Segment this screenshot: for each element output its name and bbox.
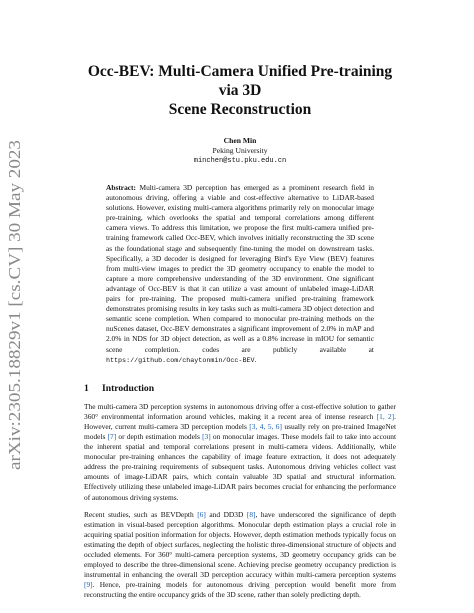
code-url-link[interactable]: https://github.com/chaytonmin/Occ-BEV <box>106 356 255 365</box>
paragraph-text: The multi-camera 3D perception systems in autonomous driving offer a cost-effective solution to gather 360° environmental information around vehicles, making it a recent area of intense research <box>84 401 396 421</box>
title-line-2: Scene Reconstruction <box>168 101 312 118</box>
abstract-body: Multi-camera 3D perception has emerged as a prominent research field in autonomous driving, offering a viable and cost-effective alternative to LiDAR-based solutions. However, existing multi-camera algorithms primarily rely on monocular image pre-training, which overlooks the spatial and temporal correlations among different camera views. To address this limitation, we propose the first multi-camera unified pre-training framework called Occ-BEV, which involves initially reconstructing the 3D scene as the foundational stage and subsequently fine-tuning the model on downstream tasks. Specifically, a 3D decoder is designed for leveraging Bird's Eye View (BEV) features from multi-view images to predict the 3D geometry occupancy to enable the model to capture a more comprehensive understanding of the 3D environment. One significant advantage of Occ-BEV is that it can utilize a vast amount of unlabeled image-LiDAR pairs for pre-training. The proposed multi-camera unified pre-training framework demonstrates promising results in key tasks such as multi-camera 3D object detection and semantic scene completion. When compared to monocular pre-training methods on the nuScenes dataset, Occ-BEV demonstrates a significant improvement of 2.0% in mAP and 2.0% in NDS for 3D object detection, as well as a 0.8% increase in mIOU for semantic scene completion. codes are publicly available at <box>106 183 374 354</box>
paragraph-text: on monocular images. These models fail to take into account the inherent spatial and temporal correlations present in multi-camera videos. Additionally, while monocular pre-training enhances the capability of image feature extraction, it does not adequately address the pre-training requirements of subsequent tasks. Autonomous driving vehicles collect vast amounts of image-LiDAR pairs, which contain valuable 3D spatial and structural information. Effectively utilizing these unlabeled image-LiDAR pairs becomes crucial for enhancing the performance of autonomous driving systems. <box>84 431 396 502</box>
paragraph-text: Recent studies, such as BEVDepth <box>84 509 198 519</box>
section-number: 1 <box>84 382 89 394</box>
paragraph-text: . However, current multi-camera 3D perception models <box>84 411 397 431</box>
citation-link[interactable]: [8] <box>246 509 256 519</box>
author-block <box>84 136 396 166</box>
citation-link[interactable]: [6] <box>197 509 206 519</box>
abstract <box>106 183 374 366</box>
arxiv-identifier-text: arXiv:2305.18829v1 [cs.CV] 30 May 2023 <box>5 176 24 470</box>
citation-link[interactable]: [1, 2] <box>376 411 395 421</box>
title-line-1: Occ-BEV: Multi-Camera Unified Pre-training via 3D <box>87 63 393 99</box>
abstract-heading: Abstract: <box>106 183 136 192</box>
intro-paragraph-1 <box>84 402 396 503</box>
paragraph-text: . Hence, pre-training models for autonomous driving perception would benefit more from reconstructing the entire occupancy grids of the 3D scene, rather than solely predicting depth. <box>84 580 396 600</box>
abstract-url-end: . <box>254 354 257 364</box>
citation-link[interactable]: [3] <box>202 431 211 441</box>
paper-title <box>84 62 396 119</box>
citation-link[interactable]: [3, 4, 5, 6] <box>249 421 282 431</box>
paragraph-text: , have underscored the significance of depth estimation in visual-based perception algorithms. Monocular depth estimation plays a crucial role in acquiring spatial position information for objects. However, depth estimation methods typically focus on estimating the depth of object surfaces, neglecting the holistic three-dimensional structure of objects and occluded elements. For 360° multi-camera perception systems, 3D geometry occupancy grids can be employed to describe the three-dimensional scene. Achieving precise geometry occupancy prediction is instrumental in enhancing the overall 3D perception accuracy within multi-camera perception systems <box>84 509 397 580</box>
paragraph-text: and DD3D <box>205 509 247 519</box>
section-title: Introduction <box>102 382 155 394</box>
intro-paragraph-2 <box>84 510 396 601</box>
author-name: Chen Min <box>223 136 257 145</box>
arxiv-identifier-stamp <box>2 140 26 470</box>
author-email: minchen@stu.pku.edu.cn <box>193 157 287 165</box>
paragraph-text: usually rely on pre-trained ImageNet models <box>84 421 396 441</box>
citation-link[interactable]: [9] <box>84 580 93 590</box>
section-heading <box>84 383 396 395</box>
citation-link[interactable]: [7] <box>107 431 117 441</box>
arxiv-identifier-svg <box>2 140 26 470</box>
author-affiliation: Peking University <box>212 146 268 155</box>
paragraph-text: or depth estimation models <box>116 431 203 441</box>
paper-page <box>84 62 396 600</box>
